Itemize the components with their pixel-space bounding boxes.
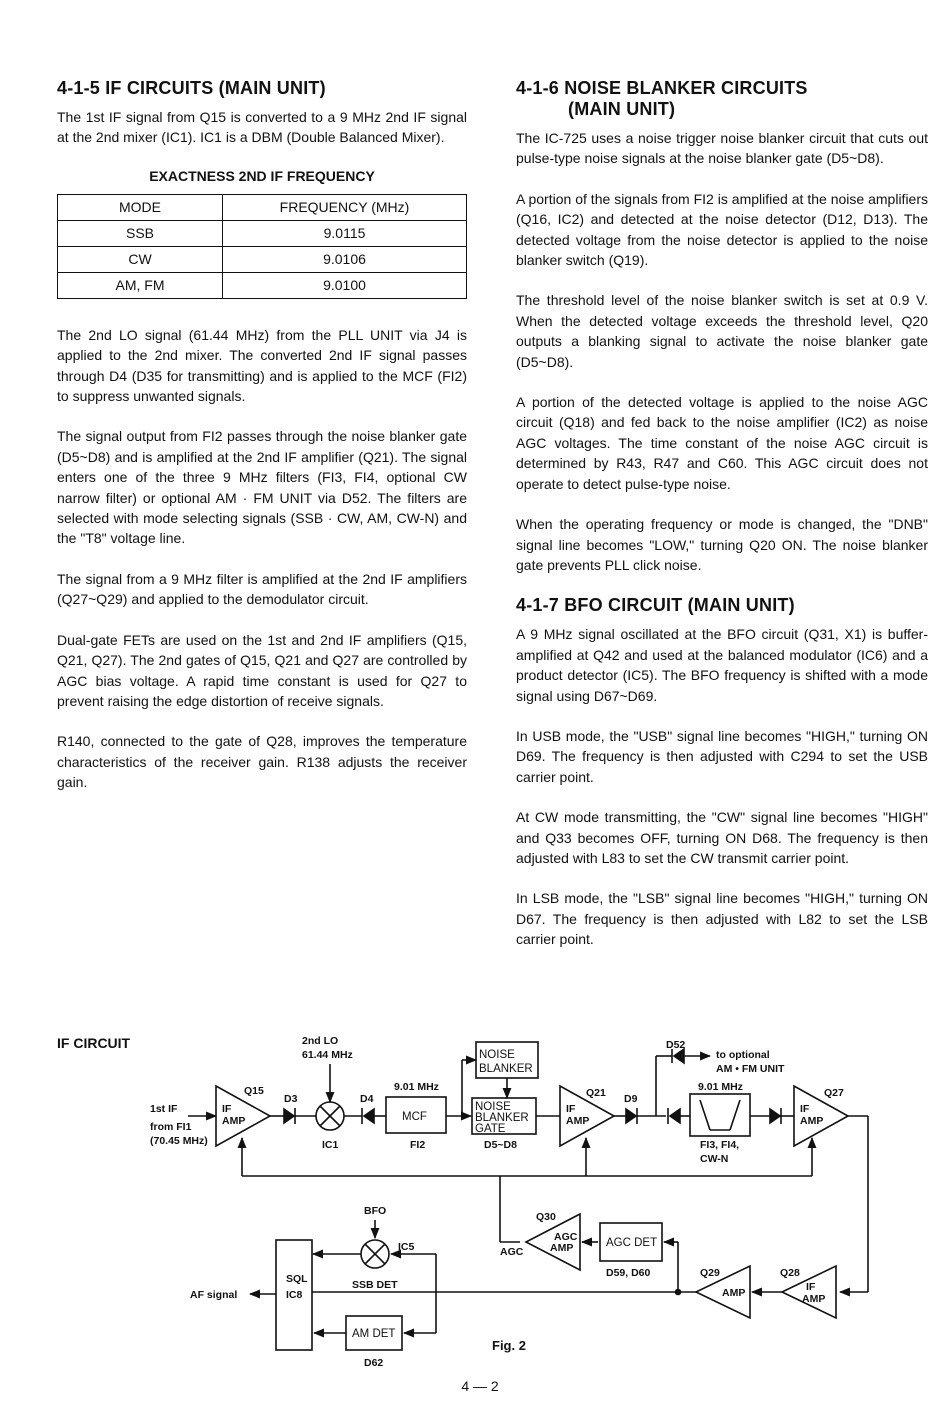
table-cell: SSB (58, 220, 223, 246)
paragraph: In USB mode, the "USB" signal line becomes "HIGH," turning ON D69. The frequency is then adjusted with C294 to set the USB carrier point. (516, 727, 928, 785)
diode-d4-icon (364, 1109, 374, 1123)
table-row (58, 220, 467, 246)
label-d4: D4 (360, 1093, 374, 1105)
figure-caption: Fig. 2 (492, 1338, 526, 1353)
paragraph: A portion of the signals from FI2 is amplified at the noise amplifiers (Q16, IC2) and detected at the noise detector (D12, D13). The detected voltage from the noise detector is applied to the noise blanker switch (Q19). (516, 190, 928, 269)
table-row (58, 246, 467, 272)
label-d59-d60: D59, D60 (606, 1267, 651, 1279)
table-title: EXACTNESS 2ND IF FREQUENCY (149, 167, 375, 184)
label-q21: Q21 (586, 1087, 606, 1099)
paragraph: The 1st IF signal from Q15 is converted to a 9 MHz 2nd IF signal at the 2nd mixer (IC1). IC1 is a DBM (Double Balanced Mixer). (57, 109, 467, 146)
paragraph: The IC-725 uses a noise trigger noise blanker circuit that cuts out pulse-type noise signals at the noise blanker gate (D5~D8). (516, 130, 928, 167)
label-mcf: MCF (402, 1111, 427, 1123)
paragraph: The signal from a 9 MHz filter is amplified at the 2nd IF amplifiers (Q27~Q29) and applied to the demodulator circuit. (57, 570, 467, 608)
right-column (516, 78, 928, 970)
table-cell: CW (58, 246, 223, 272)
label-q27: Q27 (824, 1087, 844, 1099)
label-amp: AMP (550, 1242, 574, 1254)
label-d5-d8: D5~D8 (484, 1139, 517, 1151)
label-q29: Q29 (700, 1267, 720, 1279)
label-agc: AGC (500, 1246, 524, 1258)
label-q30: Q30 (536, 1211, 556, 1223)
label-noise: NOISE (479, 1049, 515, 1061)
frequency-table (57, 194, 467, 299)
page-number: 4 — 2 (461, 1378, 499, 1394)
label-cw-n: CW-N (700, 1153, 729, 1165)
label-ic1: IC1 (322, 1139, 339, 1151)
paragraph: In LSB mode, the "LSB" signal line becomes "HIGH," turning ON D67. The frequency is then adjusted with L82 to set the LSB carrier point. (516, 890, 928, 948)
paragraph: R140, connected to the gate of Q28, improves the temperature characteristics of the receiver gain. R138 adjusts the receiver gain. (57, 733, 467, 791)
paragraph: A 9 MHz signal oscillated at the BFO circuit (Q31, X1) is buffer-amplified at Q42 and used at the balanced modulator (IC6) and a product detector (IC5). The BFO frequency is shifted with a mode signal using D67~D69. (516, 626, 928, 704)
paragraph: A portion of the detected voltage is applied to the noise AGC circuit (Q18) and fed back to the noise amplifier (IC2) as noise AGC voltages. The time constant of the noise AGC circuit is determined by R43, R47 and C60. This AGC circuit does not operate to detect pulse-type noise. (516, 394, 928, 492)
diode-d3-icon (284, 1109, 294, 1123)
table-cell: 9.0115 (223, 220, 467, 246)
label-fi3-fi4: FI3, FI4, (700, 1139, 740, 1151)
paragraph: The signal output from FI2 passes through the noise blanker gate (D5~D8) and is amplified at the 2nd IF amplifier (Q21). The signal enters one of the three 9 MHz filters (FI3, FI4, optional CW narrow filter) or optional AM · FM UNIT via D52. The filters are selected with mode selecting signals (SSB · CW, AM, CW-N) and the "T8" voltage line. (57, 428, 467, 547)
label-am-det: AM DET (352, 1328, 396, 1340)
label-d9: D9 (624, 1093, 638, 1105)
section-heading-noise-blanker (516, 78, 928, 120)
label-9-01-mhz: 9.01 MHz (394, 1081, 439, 1093)
table-header-cell: FREQUENCY (MHz) (223, 194, 467, 220)
label-amp: AMP (800, 1115, 824, 1127)
label-2nd-lo: 2nd LO (302, 1035, 339, 1047)
section-heading-if-circuits: 4-1-5 IF CIRCUITS (MAIN UNIT) (57, 78, 326, 98)
label-amp: AMP (722, 1287, 746, 1299)
if-circuit-diagram (0, 1020, 950, 1380)
section-heading-bfo-circuit: 4-1-7 BFO CIRCUIT (MAIN UNIT) (516, 595, 795, 616)
label-fi2: FI2 (410, 1139, 426, 1151)
label-am-fm-unit: AM • FM UNIT (716, 1063, 785, 1075)
label-gate: GATE (475, 1123, 506, 1135)
label-ic5: IC5 (398, 1241, 415, 1253)
paragraph: The threshold level of the noise blanker switch is set at 0.9 V. When the detected voltage exceeds the threshold level, Q20 outputs a blanking signal to activate the noise blanker gate (D5~D8). (516, 292, 928, 370)
label-amp: AMP (566, 1115, 590, 1127)
label-amp-if: IF (566, 1103, 576, 1115)
label-1st-if: 1st IF (150, 1103, 178, 1115)
label-sql: SQL (286, 1273, 308, 1285)
label-noise: NOISE (475, 1101, 511, 1113)
label-61-44-mhz: 61.44 MHz (302, 1049, 353, 1061)
heading-line: 4-1-6 NOISE BLANKER CIRCUITS (516, 78, 808, 98)
label-af-signal: AF signal (190, 1289, 238, 1301)
label-d62: D62 (364, 1357, 384, 1369)
left-column (57, 78, 467, 813)
label-q15: Q15 (244, 1085, 264, 1097)
table-cell: AM, FM (58, 272, 223, 298)
paragraph: When the operating frequency or mode is changed, the "DNB" signal line becomes "LOW," turning Q20 ON. The noise blanker gate prevents PLL click noise. (516, 516, 928, 573)
table-header-row (58, 194, 467, 220)
label-amp: AMP (802, 1293, 826, 1305)
label-blanker: BLANKER (475, 1112, 529, 1124)
label-from-fi1: from FI1 (150, 1121, 192, 1133)
heading-line: (MAIN UNIT) (568, 99, 676, 119)
label-amp: AMP (222, 1115, 246, 1127)
diagram-title: IF CIRCUIT (57, 1035, 131, 1051)
label-d52: D52 (666, 1039, 686, 1051)
label-ic8: IC8 (286, 1289, 303, 1301)
label-bfo: BFO (364, 1205, 387, 1217)
table-header-cell: MODE (58, 194, 223, 220)
label-amp-if: IF (222, 1103, 232, 1115)
label-d3: D3 (284, 1093, 298, 1105)
label-ssb-det: SSB DET (352, 1279, 398, 1291)
label-70-45-mhz: (70.45 MHz) (150, 1135, 208, 1147)
label-amp-if: IF (806, 1281, 816, 1293)
table-cell: 9.0100 (223, 272, 467, 298)
label-q28: Q28 (780, 1267, 800, 1279)
table-cell: 9.0106 (223, 246, 467, 272)
label-amp-if: IF (800, 1103, 810, 1115)
label-agc-det: AGC DET (606, 1237, 658, 1249)
label-agc: AGC (554, 1231, 578, 1243)
diode-d9-icon (626, 1109, 636, 1123)
label-to-optional: to optional (716, 1049, 770, 1061)
diode-d52-icon (674, 1049, 684, 1063)
paragraph: Dual-gate FETs are used on the 1st and 2nd IF amplifiers (Q15, Q21, Q27). The 2nd gates of Q15, Q21 and Q27 are controlled by AGC bias voltage. A rapid time constant is used for Q27 to prevent raising the edge distortion of receive signals. (57, 631, 467, 709)
label-blanker: BLANKER (479, 1063, 533, 1075)
table-row (58, 272, 467, 298)
label-9-01-mhz: 9.01 MHz (698, 1081, 743, 1093)
paragraph: At CW mode transmitting, the "CW" signal line becomes "HIGH" and Q33 becomes OFF, turning ON D68. The frequency is then adjusted with L83 to set the CW transmit carrier point. (516, 809, 928, 866)
paragraph: The 2nd LO signal (61.44 MHz) from the PLL UNIT via J4 is applied to the 2nd mixer. The converted 2nd IF signal passes through D4 (D35 for transmitting) and is applied to the MCF (FI2) to suppress unwanted signals. (57, 326, 467, 405)
